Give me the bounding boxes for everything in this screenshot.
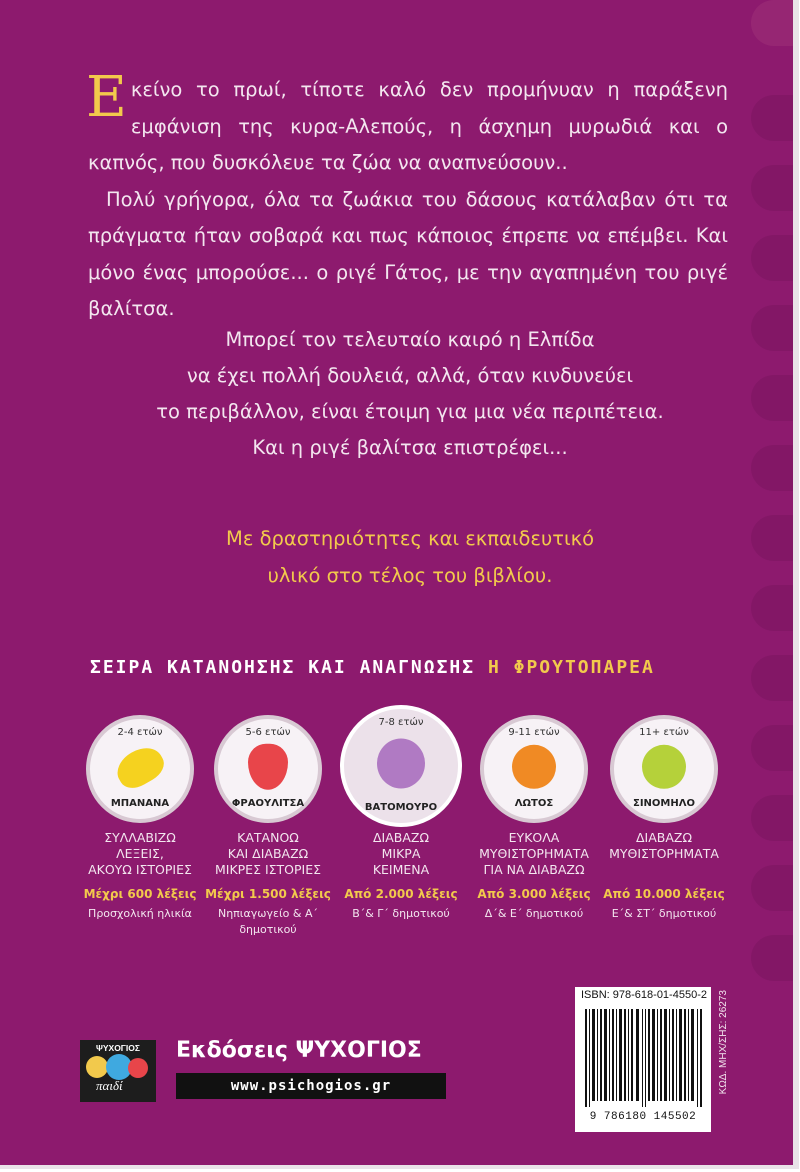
level-words: Από 10.000 λέξεις	[603, 887, 725, 901]
level-description	[326, 830, 476, 922]
banana-icon	[111, 741, 170, 794]
publisher-name: Εκδόσεις ΨΥΧΟΓΙΟΣ	[176, 1038, 422, 1063]
orange-icon	[512, 745, 556, 789]
side-tab	[751, 95, 793, 141]
badge-fruit: ΜΠΑΝΑΝΑ	[110, 798, 170, 809]
strawberry-icon	[248, 744, 288, 790]
level-description	[193, 830, 343, 938]
logo-subtitle: παιδί	[96, 1078, 123, 1093]
level-line: ΕΥΚΟΛΑ	[508, 830, 560, 845]
badge-fruit: ΣΙΝΟΜΗΛΟ	[633, 798, 695, 809]
level-grade: Β΄& Γ΄ δημοτικού	[352, 907, 450, 920]
badge-fruit: ΛΩΤΟΣ	[514, 798, 554, 809]
level-words: Μέχρι 600 λέξεις	[83, 887, 197, 901]
level-grade: Ε΄& ΣΤ΄ δημοτικού	[611, 907, 717, 920]
side-tab	[751, 935, 793, 981]
side-tab	[751, 515, 793, 561]
series-name: Η ΦΡΟΥΤΟΠΑΡΕΑ	[487, 657, 655, 678]
level-words: Μέχρι 1.500 λέξεις	[205, 887, 331, 901]
side-tab	[751, 725, 793, 771]
logo-shape	[128, 1058, 148, 1078]
note-line: υλικό στο τέλος του βιβλίου.	[267, 564, 553, 587]
side-tab	[751, 585, 793, 631]
badge-fruit: ΦΡΑΟΥΛΙΤΣΑ	[231, 798, 305, 809]
level-grade: Δ΄& Ε΄ δημοτικού	[484, 907, 584, 920]
publisher-website[interactable]: www.psichogios.gr	[176, 1073, 446, 1099]
side-tab	[751, 795, 793, 841]
level-line: ΚΑΙ ΔΙΑΒΑΖΩ	[227, 846, 309, 861]
side-tab	[751, 655, 793, 701]
level-line: ΜΙΚΡΑ	[381, 846, 421, 861]
logo-shape	[86, 1056, 108, 1078]
series-heading	[90, 657, 750, 678]
barcode-digits: 9 786180 145502	[589, 1111, 697, 1123]
blurb-line: να έχει πολλή δουλειά, αλλά, όταν κινδυνεύει	[186, 364, 634, 387]
level-words: Από 3.000 λέξεις	[477, 887, 591, 901]
apple-icon	[642, 745, 686, 789]
level-line: ΓΙΑ ΝΑ ΔΙΑΒΑΖΩ	[483, 862, 585, 877]
side-tab	[751, 235, 793, 281]
level-description	[589, 830, 739, 922]
badge-age: 5-6 ετών	[245, 727, 291, 738]
level-line: ΑΚΟΥΩ ΙΣΤΟΡΙΕΣ	[88, 862, 192, 877]
blurb	[100, 322, 720, 466]
badge-fruit: ΒΑΤΟΜΟΥΡΟ	[364, 802, 438, 813]
level-badge-blackberry	[340, 705, 462, 827]
note-line: Με δραστηριότητες και εκπαιδευτικό	[226, 527, 594, 550]
side-tab	[751, 305, 793, 351]
blurb-line: Και η ριγέ βαλίτσα επιστρέφει...	[252, 436, 568, 459]
level-line: ΚΕΙΜΕΝΑ	[372, 862, 430, 877]
level-line: ΔΙΑΒΑΖΩ	[372, 830, 430, 845]
badge-age: 7-8 ετών	[378, 717, 424, 728]
level-line: ΔΙΑΒΑΖΩ	[635, 830, 693, 845]
side-tab	[751, 445, 793, 491]
activities-note	[100, 520, 720, 594]
level-line	[589, 862, 739, 878]
story-text	[86, 65, 728, 328]
level-line: ΚΑΤΑΝΟΩ	[237, 830, 299, 845]
story-paragraph-2: Πολύ γρήγορα, όλα τα ζωάκια του δάσους κατάλαβαν ότι τα πράγματα ήταν σοβαρά και πως κάποιος έπρεπε να επέμβει. Και μόνο ένας μπορούσε... ο ριγέ Γάτος, με την αγαπημένη του ριγέ βαλίτσα.	[88, 187, 728, 320]
level-line: ΜΥΘΙΣΤΟΡΗΜΑΤΑ	[609, 846, 719, 861]
isbn-block	[575, 987, 711, 1132]
badge-age: 2-4 ετών	[117, 727, 163, 738]
side-tab	[751, 865, 793, 911]
level-line: ΛΕΞΕΙΣ,	[116, 846, 164, 861]
blurb-line: το περιβάλλον, είναι έτοιμη για μια νέα περιπέτεια.	[156, 400, 664, 423]
drop-cap: Ε	[86, 65, 127, 130]
level-badge-lotus	[480, 715, 588, 823]
barcode-icon	[583, 1009, 705, 1107]
story-paragraph-1: κείνο το πρωί, τίποτε καλό δεν προμήνυαν η παράξενη εμφάνιση της κυρα-Αλεπούς, η άσχημη μυρωδιά και ο καπνός, που δυσκόλευε τα ζώα να αναπνεύσουν..	[88, 78, 728, 174]
product-code: ΚΩΔ. ΜΗΧ/ΣΗΣ: 26273	[718, 990, 729, 1095]
level-badge-apple	[610, 715, 718, 823]
level-badge-banana	[86, 715, 194, 823]
level-line: ΣΥΛΛΑΒΙΖΩ	[104, 830, 176, 845]
series-title: ΣΕΙΡΑ ΚΑΤΑΝΟΗΣΗΣ ΚΑΙ ΑΝΑΓΝΩΣΗΣ	[90, 657, 476, 678]
blurb-line: Μπορεί τον τελευταίο καιρό η Ελπίδα	[225, 328, 595, 351]
level-line: ΜΙΚΡΕΣ ΙΣΤΟΡΙΕΣ	[214, 862, 322, 877]
blackberry-icon	[377, 739, 425, 789]
level-badge-strawberry	[214, 715, 322, 823]
badge-age: 9-11 ετών	[508, 727, 560, 738]
level-grade: Προσχολική ηλικία	[88, 907, 192, 920]
side-tab	[751, 0, 793, 46]
side-tab	[751, 375, 793, 421]
isbn-label: ISBN: 978-618-01-4550-2	[581, 989, 707, 1001]
level-description	[459, 830, 609, 922]
level-words: Από 2.000 λέξεις	[344, 887, 458, 901]
logo-text: ΨΥΧΟΓΙΟΣ	[95, 1043, 140, 1053]
level-line: ΜΥΘΙΣΤΟΡΗΜΑΤΑ	[479, 846, 589, 861]
badge-age: 11+ ετών	[639, 727, 689, 738]
level-grade: Νηπιαγωγείο & Α΄ δημοτικού	[217, 907, 319, 936]
side-tab	[751, 165, 793, 211]
